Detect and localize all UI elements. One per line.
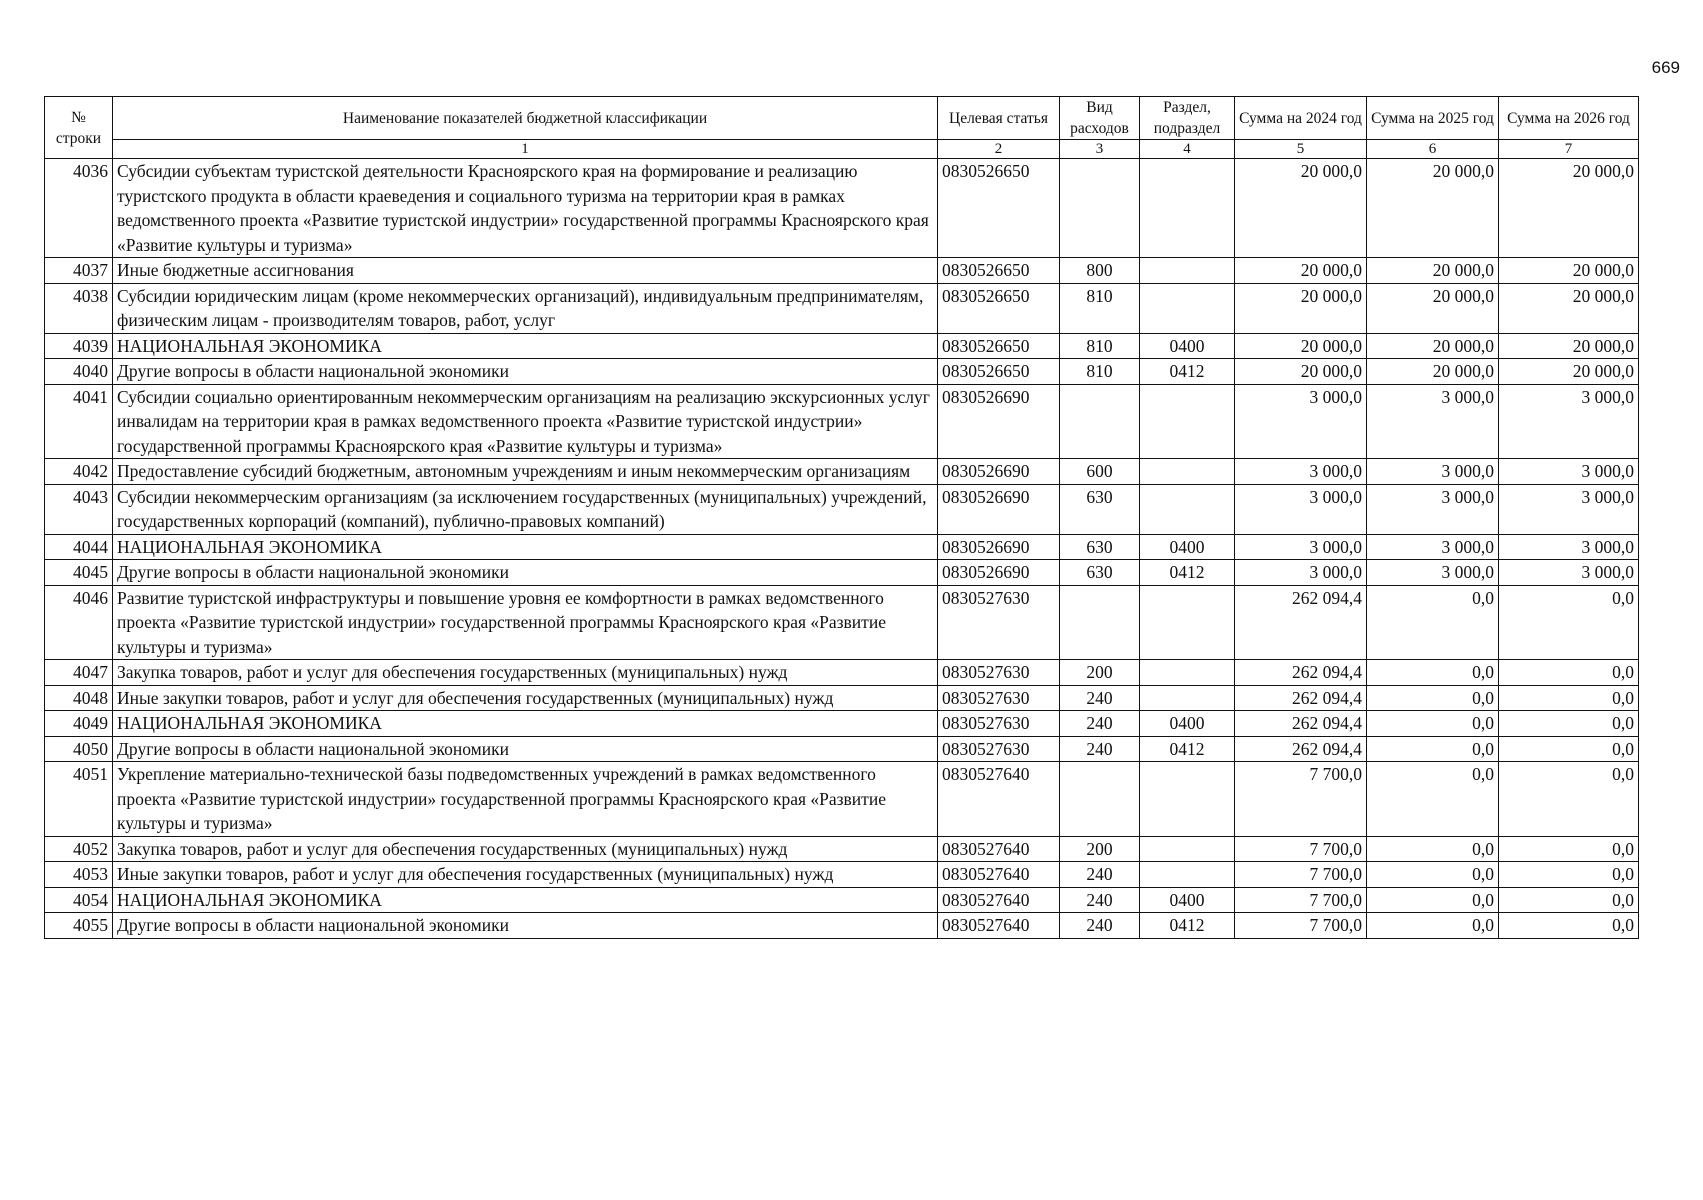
row-sum-2026: 0,0 (1499, 711, 1639, 737)
row-sum-2026: 20 000,0 (1499, 283, 1639, 333)
page-number: 669 (1651, 58, 1680, 77)
table-row (45, 913, 1639, 939)
row-number: 4041 (45, 384, 113, 459)
row-sum-2026: 0,0 (1499, 862, 1639, 888)
row-sum-2024: 7 700,0 (1235, 887, 1367, 913)
row-name: Другие вопросы в области национальной экономики (113, 736, 938, 762)
row-sum-2025: 0,0 (1367, 660, 1499, 686)
row-sum-2024: 3 000,0 (1235, 484, 1367, 534)
row-sum-2026: 0,0 (1499, 887, 1639, 913)
table-row (45, 711, 1639, 737)
row-number: 4055 (45, 913, 113, 939)
row-target-article: 0830526690 (938, 534, 1060, 560)
row-name: Субсидии некоммерческим организациям (за исключением государственных (муниципальных) учреждений, государственных корпораций (компаний), публично-правовых компаний) (113, 484, 938, 534)
row-expense-type: 240 (1060, 862, 1140, 888)
row-section (1140, 762, 1235, 837)
row-name: НАЦИОНАЛЬНАЯ ЭКОНОМИКА (113, 711, 938, 737)
row-target-article: 0830526650 (938, 333, 1060, 359)
row-expense-type: 800 (1060, 258, 1140, 284)
header-target-article: Целевая статья (938, 97, 1060, 140)
row-section: 0412 (1140, 560, 1235, 586)
row-name: Субсидии субъектам туристской деятельности Красноярского края на формирование и реализацию туристского продукта в области краеведения и социального туризма на территории края в рамках ведомственного проекта «Развитие туристской индустрии» государственной программы Красноярского края «Развитие культуры и туризма» (113, 159, 938, 258)
row-expense-type (1060, 384, 1140, 459)
row-sum-2025: 0,0 (1367, 685, 1499, 711)
row-target-article: 0830526650 (938, 283, 1060, 333)
table-row (45, 585, 1639, 660)
row-expense-type: 630 (1060, 560, 1140, 586)
row-number: 4051 (45, 762, 113, 837)
header-name: Наименование показателей бюджетной классификации (113, 97, 938, 140)
row-sum-2024: 7 700,0 (1235, 913, 1367, 939)
row-sum-2024: 3 000,0 (1235, 560, 1367, 586)
row-number: 4040 (45, 359, 113, 385)
row-name: Иные закупки товаров, работ и услуг для обеспечения государственных (муниципальных) нужд (113, 685, 938, 711)
table-body (45, 159, 1639, 939)
table-row (45, 762, 1639, 837)
table-row (45, 736, 1639, 762)
row-section: 0400 (1140, 534, 1235, 560)
row-expense-type: 810 (1060, 333, 1140, 359)
row-target-article: 0830527640 (938, 836, 1060, 862)
row-section (1140, 283, 1235, 333)
row-section (1140, 258, 1235, 284)
row-sum-2024: 20 000,0 (1235, 333, 1367, 359)
row-sum-2024: 3 000,0 (1235, 384, 1367, 459)
table-row (45, 258, 1639, 284)
row-target-article: 0830527640 (938, 887, 1060, 913)
row-sum-2025: 0,0 (1367, 736, 1499, 762)
row-target-article: 0830527630 (938, 685, 1060, 711)
row-sum-2025: 0,0 (1367, 862, 1499, 888)
row-expense-type: 240 (1060, 711, 1140, 737)
row-sum-2025: 3 000,0 (1367, 560, 1499, 586)
row-target-article: 0830526650 (938, 359, 1060, 385)
row-sum-2024: 7 700,0 (1235, 836, 1367, 862)
row-sum-2024: 3 000,0 (1235, 459, 1367, 485)
row-sum-2024: 7 700,0 (1235, 762, 1367, 837)
row-sum-2024: 20 000,0 (1235, 159, 1367, 258)
budget-table (44, 96, 1639, 939)
row-number: 4054 (45, 887, 113, 913)
row-section (1140, 159, 1235, 258)
table-row (45, 560, 1639, 586)
row-sum-2026: 0,0 (1499, 836, 1639, 862)
row-sum-2025: 20 000,0 (1367, 359, 1499, 385)
row-sum-2024: 262 094,4 (1235, 736, 1367, 762)
row-sum-2025: 20 000,0 (1367, 283, 1499, 333)
row-section: 0400 (1140, 887, 1235, 913)
row-name: Закупка товаров, работ и услуг для обеспечения государственных (муниципальных) нужд (113, 660, 938, 686)
table-row (45, 283, 1639, 333)
table-row (45, 359, 1639, 385)
row-sum-2026: 0,0 (1499, 762, 1639, 837)
row-sum-2024: 20 000,0 (1235, 258, 1367, 284)
row-section (1140, 384, 1235, 459)
table-row (45, 836, 1639, 862)
row-number: 4036 (45, 159, 113, 258)
row-sum-2024: 262 094,4 (1235, 585, 1367, 660)
column-number: 1 (113, 140, 938, 159)
row-number: 4043 (45, 484, 113, 534)
row-name: Развитие туристской инфраструктуры и повышение уровня ее комфортности в рамках ведомственного проекта «Развитие туристской индустрии» государственной программы Красноярского края «Развитие культуры и туризма» (113, 585, 938, 660)
row-number: 4050 (45, 736, 113, 762)
row-target-article: 0830527640 (938, 762, 1060, 837)
row-expense-type (1060, 762, 1140, 837)
row-section (1140, 660, 1235, 686)
row-sum-2026: 0,0 (1499, 685, 1639, 711)
row-sum-2025: 20 000,0 (1367, 258, 1499, 284)
row-sum-2026: 3 000,0 (1499, 534, 1639, 560)
table-row (45, 660, 1639, 686)
row-section (1140, 459, 1235, 485)
row-expense-type: 810 (1060, 283, 1140, 333)
row-sum-2026: 20 000,0 (1499, 159, 1639, 258)
header-sum-2026: Сумма на 2026 год (1499, 97, 1639, 140)
row-sum-2026: 20 000,0 (1499, 258, 1639, 284)
row-sum-2025: 3 000,0 (1367, 459, 1499, 485)
row-section (1140, 484, 1235, 534)
row-target-article: 0830527630 (938, 585, 1060, 660)
row-number: 4048 (45, 685, 113, 711)
row-target-article: 0830526690 (938, 384, 1060, 459)
row-sum-2026: 3 000,0 (1499, 560, 1639, 586)
row-sum-2026: 0,0 (1499, 736, 1639, 762)
row-number: 4049 (45, 711, 113, 737)
row-sum-2026: 0,0 (1499, 913, 1639, 939)
row-sum-2024: 262 094,4 (1235, 685, 1367, 711)
row-sum-2025: 0,0 (1367, 836, 1499, 862)
row-expense-type: 240 (1060, 913, 1140, 939)
table-row (45, 534, 1639, 560)
row-name: Предоставление субсидий бюджетным, автономным учреждениям и иным некоммерческим организациям (113, 459, 938, 485)
header-expense-type: Вид расходов (1060, 97, 1140, 140)
row-sum-2026: 3 000,0 (1499, 459, 1639, 485)
header-row-number: № строки (45, 97, 113, 159)
row-target-article: 0830527640 (938, 913, 1060, 939)
row-number: 4047 (45, 660, 113, 686)
row-name: Субсидии юридическим лицам (кроме некоммерческих организаций), индивидуальным предпринимателям, физическим лицам - производителям товаров, работ, услуг (113, 283, 938, 333)
row-name: Другие вопросы в области национальной экономики (113, 359, 938, 385)
table-row (45, 159, 1639, 258)
column-numbers-row (45, 140, 1639, 159)
row-sum-2024: 262 094,4 (1235, 711, 1367, 737)
row-name: Закупка товаров, работ и услуг для обеспечения государственных (муниципальных) нужд (113, 836, 938, 862)
table-header (45, 97, 1639, 159)
row-section (1140, 585, 1235, 660)
row-sum-2025: 3 000,0 (1367, 534, 1499, 560)
table-row (45, 484, 1639, 534)
row-sum-2026: 3 000,0 (1499, 484, 1639, 534)
row-section (1140, 862, 1235, 888)
row-target-article: 0830526650 (938, 159, 1060, 258)
column-number: 5 (1235, 140, 1367, 159)
header-sum-2024: Сумма на 2024 год (1235, 97, 1367, 140)
row-sum-2024: 20 000,0 (1235, 283, 1367, 333)
row-target-article: 0830526690 (938, 459, 1060, 485)
row-sum-2026: 20 000,0 (1499, 333, 1639, 359)
table-row (45, 862, 1639, 888)
row-sum-2026: 20 000,0 (1499, 359, 1639, 385)
row-section (1140, 685, 1235, 711)
row-target-article: 0830526650 (938, 258, 1060, 284)
row-expense-type: 240 (1060, 887, 1140, 913)
row-sum-2026: 0,0 (1499, 660, 1639, 686)
row-section: 0400 (1140, 333, 1235, 359)
row-sum-2025: 0,0 (1367, 711, 1499, 737)
row-sum-2025: 20 000,0 (1367, 159, 1499, 258)
header-sum-2025: Сумма на 2025 год (1367, 97, 1499, 140)
row-expense-type: 630 (1060, 484, 1140, 534)
column-number: 3 (1060, 140, 1140, 159)
row-name: НАЦИОНАЛЬНАЯ ЭКОНОМИКА (113, 534, 938, 560)
row-name: НАЦИОНАЛЬНАЯ ЭКОНОМИКА (113, 333, 938, 359)
table-row (45, 887, 1639, 913)
row-expense-type: 200 (1060, 836, 1140, 862)
column-number: 4 (1140, 140, 1235, 159)
header-section: Раздел, подраздел (1140, 97, 1235, 140)
row-sum-2025: 20 000,0 (1367, 333, 1499, 359)
row-sum-2025: 0,0 (1367, 913, 1499, 939)
row-target-article: 0830527630 (938, 660, 1060, 686)
row-number: 4053 (45, 862, 113, 888)
row-name: НАЦИОНАЛЬНАЯ ЭКОНОМИКА (113, 887, 938, 913)
row-section: 0412 (1140, 736, 1235, 762)
row-number: 4038 (45, 283, 113, 333)
row-sum-2024: 20 000,0 (1235, 359, 1367, 385)
row-name: Иные закупки товаров, работ и услуг для обеспечения государственных (муниципальных) нужд (113, 862, 938, 888)
table-row (45, 333, 1639, 359)
row-sum-2026: 0,0 (1499, 585, 1639, 660)
row-target-article: 0830526690 (938, 484, 1060, 534)
row-expense-type (1060, 159, 1140, 258)
row-name: Другие вопросы в области национальной экономики (113, 560, 938, 586)
row-target-article: 0830527640 (938, 862, 1060, 888)
row-expense-type: 200 (1060, 660, 1140, 686)
row-sum-2025: 0,0 (1367, 762, 1499, 837)
row-number: 4044 (45, 534, 113, 560)
row-sum-2024: 7 700,0 (1235, 862, 1367, 888)
row-expense-type: 600 (1060, 459, 1140, 485)
row-section: 0412 (1140, 913, 1235, 939)
column-number: 7 (1499, 140, 1639, 159)
row-sum-2025: 0,0 (1367, 887, 1499, 913)
row-number: 4045 (45, 560, 113, 586)
table-row (45, 685, 1639, 711)
table-row (45, 384, 1639, 459)
row-expense-type: 630 (1060, 534, 1140, 560)
row-expense-type: 810 (1060, 359, 1140, 385)
row-sum-2024: 3 000,0 (1235, 534, 1367, 560)
column-number: 6 (1367, 140, 1499, 159)
column-number: 2 (938, 140, 1060, 159)
row-target-article: 0830526690 (938, 560, 1060, 586)
row-sum-2025: 0,0 (1367, 585, 1499, 660)
row-name: Субсидии социально ориентированным некоммерческим организациям на реализацию экскурсионных услуг инвалидам на территории края в рамках ведомственного проекта «Развитие туристской индустрии» государственной программы Красноярского края «Развитие культуры и туризма» (113, 384, 938, 459)
row-section (1140, 836, 1235, 862)
row-number: 4037 (45, 258, 113, 284)
row-sum-2025: 3 000,0 (1367, 484, 1499, 534)
table-row (45, 459, 1639, 485)
row-section: 0412 (1140, 359, 1235, 385)
row-expense-type: 240 (1060, 685, 1140, 711)
row-sum-2024: 262 094,4 (1235, 660, 1367, 686)
row-number: 4046 (45, 585, 113, 660)
row-name: Укрепление материально-технической базы подведомственных учреждений в рамках ведомственного проекта «Развитие туристской индустрии» государственной программы Красноярского края «Развитие культуры и туризма» (113, 762, 938, 837)
row-target-article: 0830527630 (938, 736, 1060, 762)
row-number: 4042 (45, 459, 113, 485)
row-expense-type: 240 (1060, 736, 1140, 762)
row-section: 0400 (1140, 711, 1235, 737)
row-sum-2026: 3 000,0 (1499, 384, 1639, 459)
row-target-article: 0830527630 (938, 711, 1060, 737)
row-name: Иные бюджетные ассигнования (113, 258, 938, 284)
row-name: Другие вопросы в области национальной экономики (113, 913, 938, 939)
row-sum-2025: 3 000,0 (1367, 384, 1499, 459)
row-number: 4052 (45, 836, 113, 862)
row-expense-type (1060, 585, 1140, 660)
row-number: 4039 (45, 333, 113, 359)
